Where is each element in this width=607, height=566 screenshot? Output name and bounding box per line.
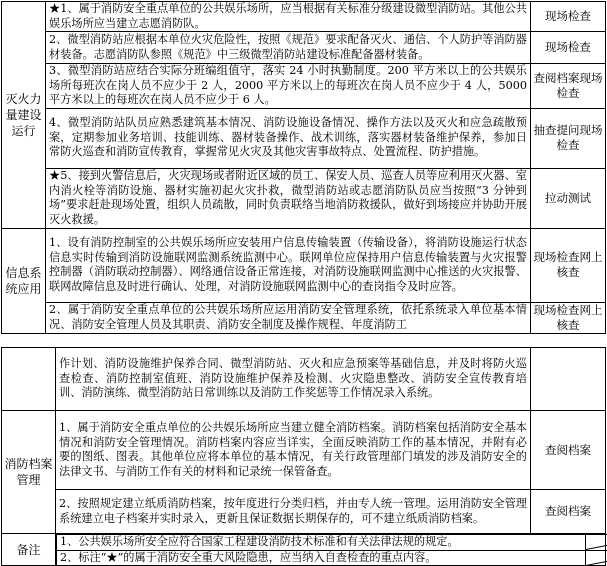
remarks-list [56, 534, 607, 565]
requirement-text: ★5、接到火警信息后，火灾现场或者附近区域的员工、保安人员、巡查人员等应利用灭火器、室内消火栓等消防设施、器材实施初起火灾扑救，微型消防站或志愿消防队员应当按照“3 分钟到场”要求赶赴现场处置，组织人员疏散，同时负责联络当地消防救援队，做好到场接应并协助开展灭火救援。 [46, 168, 531, 228]
remark-text: 1、公共娱乐场所安全应符合国家工程建设消防技术标准和有关法律法规的规定。 [57, 535, 586, 551]
check-method: 现场检查 [531, 2, 606, 32]
diagonal-cell [586, 535, 607, 551]
requirement-text: 作计划、消防设施维护保养合同、微型消防站、灭火和应急预案等基础信息，并及时将防火巡查检查、消防控制室值班、消防设施维护保养及检测、火灾隐患整改、消防安全宣传教育培训、消防演练、微型消防站日常训练以及消防工作奖惩等工作情况录入系统。 [56, 348, 531, 411]
check-method: 现场检查网上核查 [531, 228, 606, 302]
table-row [2, 64, 606, 109]
table-row [2, 2, 606, 32]
check-method: 抽查提问现场检查 [531, 108, 606, 168]
table-row [2, 32, 606, 64]
list-item [57, 550, 607, 565]
table-row [2, 228, 606, 302]
requirement-text: 3、微型消防站应结合实际分班编组值守，落实 24 小时执勤制度。200 平方米以上的公共娱乐场所每班次在岗人员不应少于 2 人，2000 平方米以上的每班次在岗人员不应少于 4 人，5000 平方米以上的每班次在岗人员不应少于 6 人。 [46, 64, 531, 109]
table-row [2, 108, 606, 168]
check-method: 拉动测试 [531, 168, 606, 228]
requirement-text: 2、属于消防安全重点单位的公共娱乐场所应运用消防安全管理系统，依托系统录入单位基本情况、消防安全管理人员及其职责、消防安全制度及操作规程、年度消防工 [46, 302, 531, 333]
category-info-system: 信息系统应用 [2, 228, 46, 333]
category-fire-force: 灭火力量建设运行 [2, 2, 46, 229]
diagonal-line [586, 551, 607, 566]
requirement-text: 2、按照规定建立纸质消防档案，按年度进行分类归档，并由专人统一管理。运用消防安全管理系统建立电子档案并实时录入，更新且保证数据长期保存的，可不建立纸质消防档案。 [56, 490, 531, 534]
check-method: 查阅档案 [531, 411, 606, 490]
requirement-text: 1、属于消防安全重点单位的公共娱乐场所应当建立健全消防档案。消防档案包括消防安全基本情况和消防安全管理情况。消防档案内容应当详实，全面反映消防工作的基本情况，并附有必要的图纸、图表。其他单位应将本单位的基本情况，有关行政管理部门填发的涉及消防安全的法律文书、与消防工作有关的材料和记录统一保管备查。 [56, 411, 531, 490]
table-row [2, 490, 606, 534]
table-row [2, 348, 606, 411]
table-row [2, 534, 606, 566]
diagonal-cell [586, 550, 607, 565]
table-row [2, 411, 606, 490]
category-continued [2, 348, 56, 411]
check-method [531, 348, 606, 411]
check-method: 现场检查网上核查 [531, 302, 606, 333]
diagonal-line [586, 535, 607, 550]
list-item [57, 535, 607, 551]
category-remarks: 备注 [2, 534, 56, 566]
check-method: 查阅档案 [531, 490, 606, 534]
check-method: 查阅档案现场检查 [531, 64, 606, 109]
remarks-cell [56, 534, 606, 566]
requirement-text: 1、设有消防控制室的公共娱乐场所应安装用户信息传输装置（传输设备），将消防设施运行状态信息实时传输到消防设施联网监测系统监测中心。联网单位应保持用户信息传输装置与火灾报警控制器（消防联动控制器）、网络通信设备正常连接，对消防设施联网监测中心推送的火灾报警、联网故障信息及时进行确认、处理，对消防设施联网监测中心的查岗指令及时应答。 [46, 228, 531, 302]
category-archives: 消防档案管理 [2, 411, 56, 534]
requirement-text: 4、微型消防站队员应熟悉建筑基本情况、消防设施设备情况、操作方法以及灭火和应急疏散预案，定期参加业务培训、技能训练、器材装备操作、战术训练，落实器材装备维护保养，参加日常防火巡查和消防宣传教育，掌握常见火灾及其他灾害事故特点、处置流程、防护措施。 [46, 108, 531, 168]
inspection-table-part1 [1, 1, 606, 334]
table-row [2, 168, 606, 228]
requirement-text: ★1、属于消防安全重点单位的公共娱乐场所，应当根据有关标准分级建设微型消防站。其他公共娱乐场所应当建立志愿消防队。 [46, 2, 531, 32]
check-method: 现场检查 [531, 32, 606, 64]
table-row [2, 302, 606, 333]
requirement-text: 2、微型消防站应根据本单位火灾危险性，按照《规范》要求配备灭火、通信、个人防护等消防器材装备。志愿消防队参照《规范》中三级微型消防站建设标准配备器材装备。 [46, 32, 531, 64]
remark-text: 2、标注“★”的属于消防安全重大风险隐患，应当纳入自查检查的重点内容。 [57, 550, 586, 565]
inspection-table-part2 [1, 347, 606, 566]
